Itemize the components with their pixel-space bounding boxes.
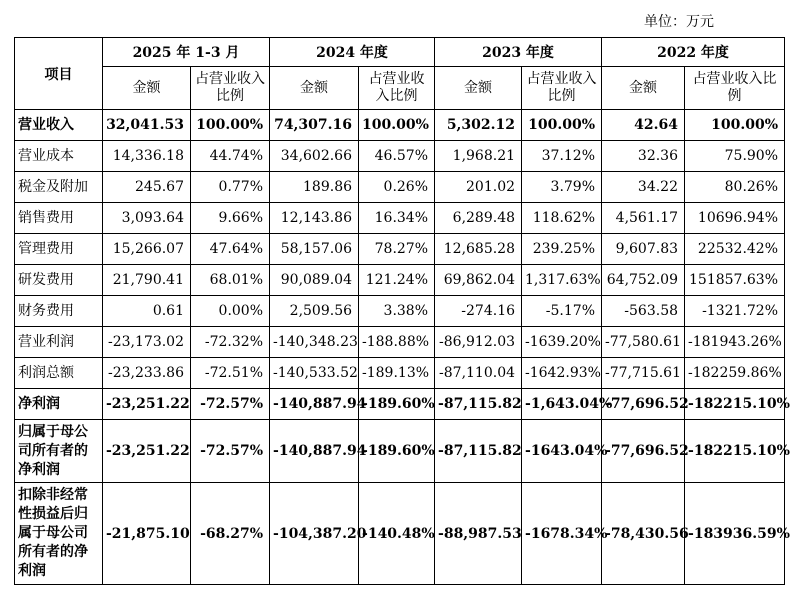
- amount-cell: 74,307.16: [270, 110, 359, 141]
- ratio-cell: -72.57%: [191, 389, 270, 420]
- ratio-cell: -182215.10%: [685, 420, 785, 483]
- ratio-cell: -72.51%: [191, 358, 270, 389]
- ratio-cell: -68.27%: [191, 483, 270, 585]
- table-row: [15, 389, 785, 420]
- amount-header: 金额: [103, 67, 191, 110]
- amount-cell: 0.61: [103, 296, 191, 327]
- row-label: 研发费用: [15, 265, 103, 296]
- row-label: 管理费用: [15, 234, 103, 265]
- ratio-cell: 0.00%: [191, 296, 270, 327]
- table-row: [15, 358, 785, 389]
- table-row: [15, 141, 785, 172]
- table-row: [15, 110, 785, 141]
- table-row: [15, 234, 785, 265]
- amount-header: 金额: [435, 67, 522, 110]
- amount-cell: 15,266.07: [103, 234, 191, 265]
- ratio-cell: -1678.34%: [522, 483, 602, 585]
- row-label: 营业成本: [15, 141, 103, 172]
- unit-label: 单位：万元: [644, 14, 714, 30]
- ratio-cell: 100.00%: [359, 110, 435, 141]
- ratio-cell: 16.34%: [359, 203, 435, 234]
- row-label: 利润总额: [15, 358, 103, 389]
- ratio-cell: 0.26%: [359, 172, 435, 203]
- ratio-cell: -181943.26%: [685, 327, 785, 358]
- amount-cell: -140,887.94: [270, 420, 359, 483]
- table-row: [15, 296, 785, 327]
- ratio-cell: -72.57%: [191, 420, 270, 483]
- amount-cell: 69,862.04: [435, 265, 522, 296]
- ratio-cell: -1,643.04%: [522, 389, 602, 420]
- table-row: [15, 265, 785, 296]
- ratio-cell: 10696.94%: [685, 203, 785, 234]
- row-label: 营业收入: [15, 110, 103, 141]
- amount-cell: 1,968.21: [435, 141, 522, 172]
- ratio-cell: 151857.63%: [685, 265, 785, 296]
- amount-cell: 189.86: [270, 172, 359, 203]
- period-header: 2025 年 1-3 月: [103, 38, 270, 67]
- amount-cell: -140,533.52: [270, 358, 359, 389]
- ratio-cell: 80.26%: [685, 172, 785, 203]
- ratio-cell: -1642.93%: [522, 358, 602, 389]
- row-label: 销售费用: [15, 203, 103, 234]
- amount-cell: 32.36: [602, 141, 685, 172]
- amount-cell: -87,115.82: [435, 420, 522, 483]
- ratio-cell: 100.00%: [191, 110, 270, 141]
- financial-table: [14, 37, 790, 585]
- ratio-cell: 100.00%: [685, 110, 785, 141]
- amount-cell: 2,509.56: [270, 296, 359, 327]
- amount-cell: -77,715.61: [602, 358, 685, 389]
- ratio-cell: 44.74%: [191, 141, 270, 172]
- row-label: 财务费用: [15, 296, 103, 327]
- ratio-cell: -182259.86%: [685, 358, 785, 389]
- ratio-cell: 118.62%: [522, 203, 602, 234]
- amount-cell: -77,696.52: [602, 389, 685, 420]
- ratio-cell: -1321.72%: [685, 296, 785, 327]
- ratio-header: 占营业收入比例: [191, 67, 270, 110]
- amount-cell: 64,752.09: [602, 265, 685, 296]
- header-row-periods: [15, 38, 785, 67]
- amount-cell: -77,580.61: [602, 327, 685, 358]
- ratio-cell: -1639.20%: [522, 327, 602, 358]
- ratio-cell: 1,317.63%: [522, 265, 602, 296]
- amount-cell: 14,336.18: [103, 141, 191, 172]
- amount-cell: -23,251.22: [103, 420, 191, 483]
- amount-cell: 90,089.04: [270, 265, 359, 296]
- amount-cell: -87,115.82: [435, 389, 522, 420]
- amount-cell: 21,790.41: [103, 265, 191, 296]
- ratio-cell: -1643.04%: [522, 420, 602, 483]
- amount-header: 金额: [270, 67, 359, 110]
- amount-cell: 34,602.66: [270, 141, 359, 172]
- amount-cell: 6,289.48: [435, 203, 522, 234]
- ratio-cell: -72.32%: [191, 327, 270, 358]
- ratio-cell: 46.57%: [359, 141, 435, 172]
- ratio-cell: 22532.42%: [685, 234, 785, 265]
- amount-cell: -140,348.23: [270, 327, 359, 358]
- amount-cell: -274.16: [435, 296, 522, 327]
- period-header: 2023 年度: [435, 38, 602, 67]
- ratio-cell: -140.48%: [359, 483, 435, 585]
- ratio-cell: 47.64%: [191, 234, 270, 265]
- ratio-cell: 0.77%: [191, 172, 270, 203]
- amount-cell: 4,561.17: [602, 203, 685, 234]
- ratio-cell: -189.13%: [359, 358, 435, 389]
- amount-cell: 3,093.64: [103, 203, 191, 234]
- amount-cell: 34.22: [602, 172, 685, 203]
- ratio-cell: 37.12%: [522, 141, 602, 172]
- ratio-cell: 9.66%: [191, 203, 270, 234]
- amount-cell: 12,685.28: [435, 234, 522, 265]
- table-row: [15, 203, 785, 234]
- ratio-cell: -189.60%: [359, 420, 435, 483]
- ratio-cell: -189.60%: [359, 389, 435, 420]
- period-header: 2024 年度: [270, 38, 435, 67]
- amount-cell: 12,143.86: [270, 203, 359, 234]
- amount-cell: 32,041.53: [103, 110, 191, 141]
- ratio-cell: 3.79%: [522, 172, 602, 203]
- amount-cell: 201.02: [435, 172, 522, 203]
- ratio-cell: 239.25%: [522, 234, 602, 265]
- ratio-cell: 68.01%: [191, 265, 270, 296]
- ratio-cell: 100.00%: [522, 110, 602, 141]
- amount-cell: 9,607.83: [602, 234, 685, 265]
- amount-cell: 58,157.06: [270, 234, 359, 265]
- amount-cell: -87,110.04: [435, 358, 522, 389]
- ratio-header: 占营业收入比例: [685, 67, 785, 110]
- item-header: 项目: [15, 38, 103, 110]
- amount-header: 金额: [602, 67, 685, 110]
- amount-cell: -23,233.86: [103, 358, 191, 389]
- ratio-cell: 121.24%: [359, 265, 435, 296]
- ratio-cell: 3.38%: [359, 296, 435, 327]
- amount-cell: -563.58: [602, 296, 685, 327]
- row-label: 营业利润: [15, 327, 103, 358]
- table-row: [15, 172, 785, 203]
- ratio-cell: -183936.59%: [685, 483, 785, 585]
- amount-cell: -86,912.03: [435, 327, 522, 358]
- period-header: 2022 年度: [602, 38, 785, 67]
- ratio-cell: 75.90%: [685, 141, 785, 172]
- row-label: 净利润: [15, 389, 103, 420]
- amount-cell: -77,696.52: [602, 420, 685, 483]
- ratio-cell: -182215.10%: [685, 389, 785, 420]
- row-label: 归属于母公司所有者的净利润: [15, 420, 103, 483]
- amount-cell: -88,987.53: [435, 483, 522, 585]
- amount-cell: -23,173.02: [103, 327, 191, 358]
- amount-cell: -21,875.10: [103, 483, 191, 585]
- ratio-cell: 78.27%: [359, 234, 435, 265]
- table-row: [15, 483, 785, 585]
- ratio-header: 占营业收入比例: [522, 67, 602, 110]
- row-label: 扣除非经常性损益后归属于母公司所有者的净利润: [15, 483, 103, 585]
- amount-cell: 5,302.12: [435, 110, 522, 141]
- amount-cell: 245.67: [103, 172, 191, 203]
- ratio-cell: -188.88%: [359, 327, 435, 358]
- amount-cell: -78,430.56: [602, 483, 685, 585]
- amount-cell: -140,887.94: [270, 389, 359, 420]
- header-row-subcols: [15, 67, 785, 110]
- ratio-header: 占营业收入比例: [359, 67, 435, 110]
- row-label: 税金及附加: [15, 172, 103, 203]
- amount-cell: 42.64: [602, 110, 685, 141]
- table-row: [15, 420, 785, 483]
- ratio-cell: -5.17%: [522, 296, 602, 327]
- table-row: [15, 327, 785, 358]
- table-body: [15, 110, 790, 585]
- amount-cell: -104,387.20: [270, 483, 359, 585]
- amount-cell: -23,251.22: [103, 389, 191, 420]
